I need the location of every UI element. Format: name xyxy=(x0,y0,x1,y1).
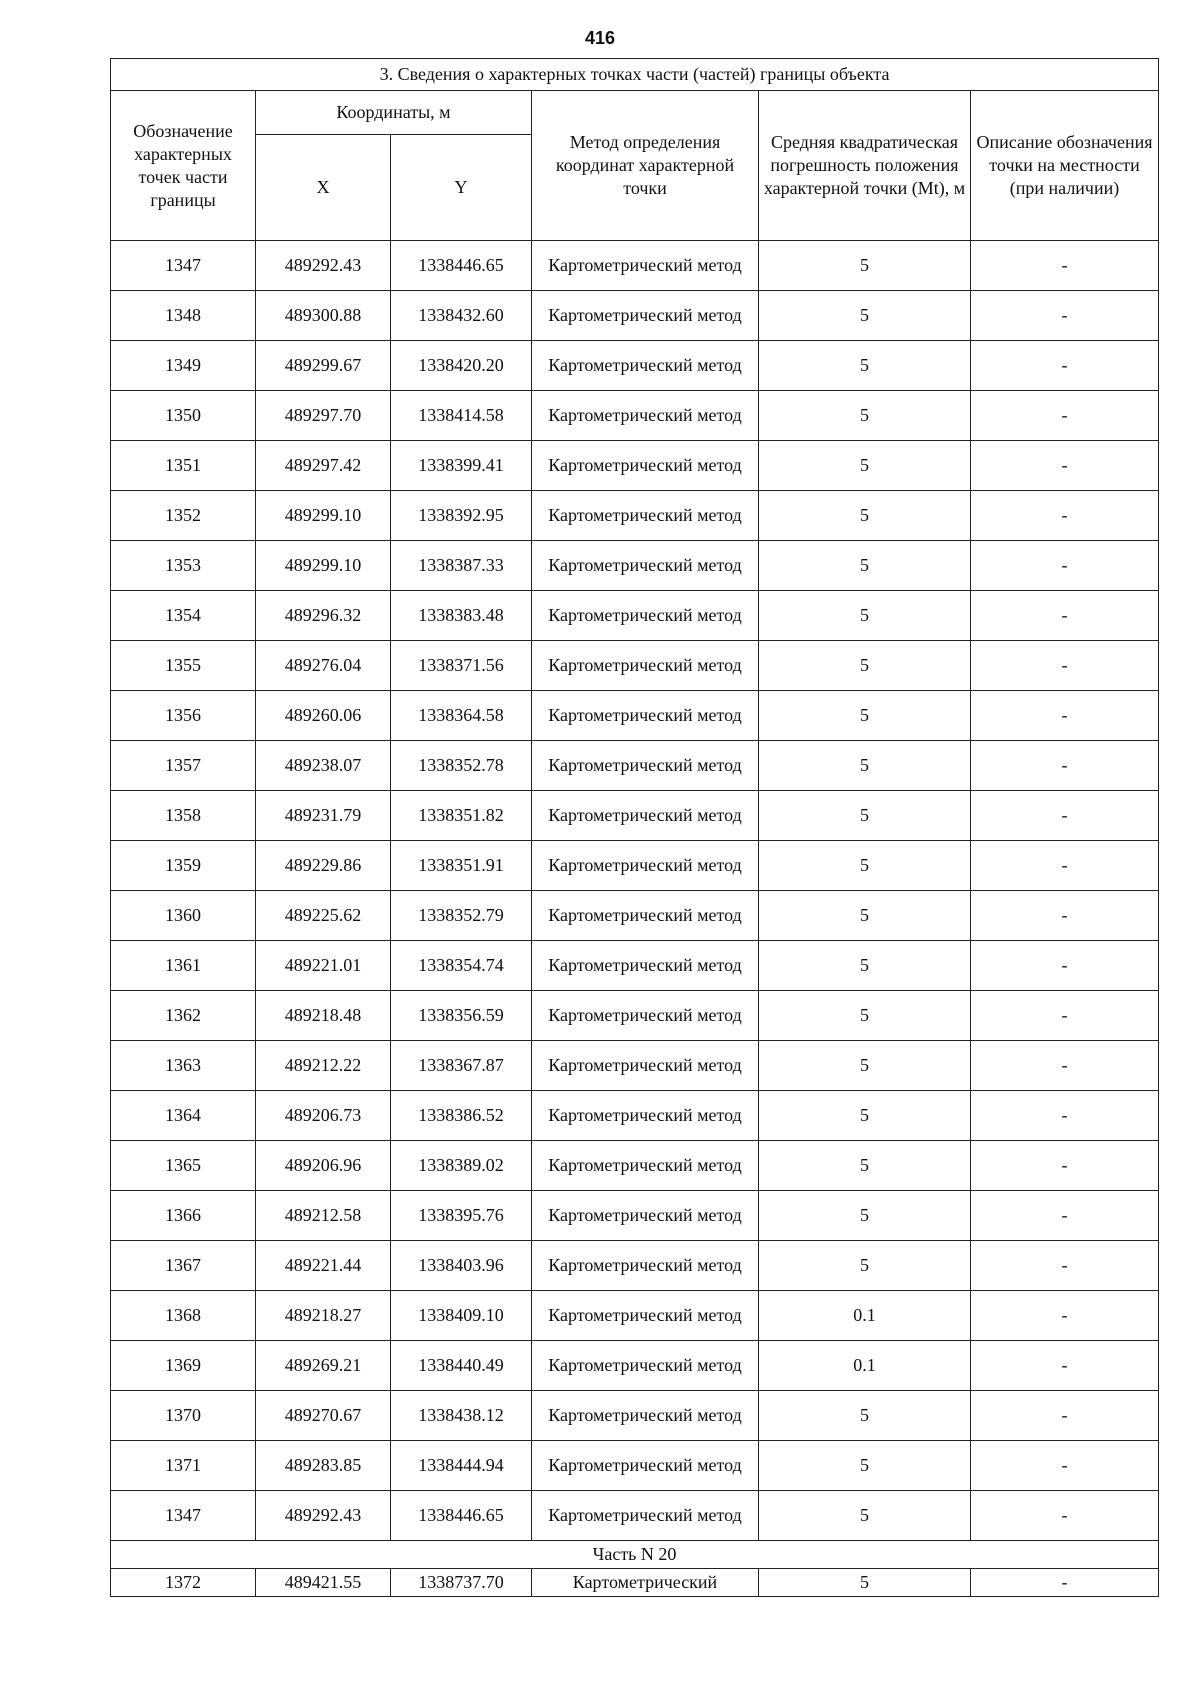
description-cell: - xyxy=(971,941,1159,991)
method-cell: Картометрический метод xyxy=(532,1391,759,1441)
point-id-cell: 1362 xyxy=(111,991,256,1041)
table-row xyxy=(111,1141,1159,1191)
y-coordinate-cell: 1338364.58 xyxy=(391,691,532,741)
point-id-cell: 1348 xyxy=(111,291,256,341)
y-coordinate-cell: 1338403.96 xyxy=(391,1241,532,1291)
accuracy-cell: 5 xyxy=(759,641,971,691)
method-cell: Картометрический метод xyxy=(532,1291,759,1341)
method-cell: Картометрический метод xyxy=(532,991,759,1041)
table-row xyxy=(111,241,1159,291)
method-cell: Картометрический метод xyxy=(532,1141,759,1191)
point-id-cell: 1366 xyxy=(111,1191,256,1241)
accuracy-cell: 5 xyxy=(759,441,971,491)
y-coordinate-cell: 1338389.02 xyxy=(391,1141,532,1191)
y-coordinate-cell: 1338367.87 xyxy=(391,1041,532,1091)
header-coordinates: Координаты, м xyxy=(256,91,532,135)
header-accuracy: Средняя квадратическая погрешность положения характерной точки (Mt), м xyxy=(759,91,971,241)
accuracy-cell: 5 xyxy=(759,841,971,891)
x-coordinate-cell: 489238.07 xyxy=(256,741,391,791)
table-row xyxy=(111,841,1159,891)
table-row xyxy=(111,291,1159,341)
y-coordinate-cell: 1338383.48 xyxy=(391,591,532,641)
point-id-cell: 1370 xyxy=(111,1391,256,1441)
x-coordinate-cell: 489276.04 xyxy=(256,641,391,691)
x-coordinate-cell: 489299.10 xyxy=(256,491,391,541)
description-cell: - xyxy=(971,1041,1159,1091)
y-coordinate-cell: 1338737.70 xyxy=(391,1569,532,1597)
y-coordinate-cell: 1338395.76 xyxy=(391,1191,532,1241)
table-row xyxy=(111,791,1159,841)
method-cell: Картометрический метод xyxy=(532,941,759,991)
description-cell: - xyxy=(971,1491,1159,1541)
description-cell: - xyxy=(971,641,1159,691)
point-id-cell: 1369 xyxy=(111,1341,256,1391)
method-cell: Картометрический метод xyxy=(532,1041,759,1091)
boundary-points-table xyxy=(110,58,1159,1597)
table-row xyxy=(111,1569,1159,1597)
table-body xyxy=(111,241,1159,1597)
x-coordinate-cell: 489297.42 xyxy=(256,441,391,491)
description-cell: - xyxy=(971,991,1159,1041)
description-cell: - xyxy=(971,741,1159,791)
y-coordinate-cell: 1338399.41 xyxy=(391,441,532,491)
y-coordinate-cell: 1338444.94 xyxy=(391,1441,532,1491)
table-row xyxy=(111,1091,1159,1141)
x-coordinate-cell: 489292.43 xyxy=(256,1491,391,1541)
accuracy-cell: 5 xyxy=(759,1091,971,1141)
point-id-cell: 1371 xyxy=(111,1441,256,1491)
accuracy-cell: 5 xyxy=(759,1491,971,1541)
description-cell: - xyxy=(971,891,1159,941)
description-cell: - xyxy=(971,341,1159,391)
method-cell: Картометрический метод xyxy=(532,441,759,491)
table-row xyxy=(111,1241,1159,1291)
method-cell: Картометрический метод xyxy=(532,1441,759,1491)
x-coordinate-cell: 489212.58 xyxy=(256,1191,391,1241)
y-coordinate-cell: 1338414.58 xyxy=(391,391,532,441)
description-cell: - xyxy=(971,1391,1159,1441)
description-cell: - xyxy=(971,441,1159,491)
table-row xyxy=(111,491,1159,541)
accuracy-cell: 5 xyxy=(759,991,971,1041)
accuracy-cell: 0.1 xyxy=(759,1341,971,1391)
y-coordinate-cell: 1338387.33 xyxy=(391,541,532,591)
accuracy-cell: 5 xyxy=(759,541,971,591)
accuracy-cell: 5 xyxy=(759,691,971,741)
method-cell: Картометрический метод xyxy=(532,391,759,441)
part-label: Часть N 20 xyxy=(111,1541,1159,1569)
accuracy-cell: 5 xyxy=(759,1441,971,1491)
header-x: X xyxy=(256,135,391,241)
point-id-cell: 1351 xyxy=(111,441,256,491)
point-id-cell: 1350 xyxy=(111,391,256,441)
table-row xyxy=(111,691,1159,741)
table-row xyxy=(111,591,1159,641)
header-designation: Обозначение характерных точек части границы xyxy=(111,91,256,241)
description-cell: - xyxy=(971,1341,1159,1391)
table-row xyxy=(111,341,1159,391)
table-row xyxy=(111,991,1159,1041)
accuracy-cell: 5 xyxy=(759,1241,971,1291)
table-row xyxy=(111,1291,1159,1341)
y-coordinate-cell: 1338352.79 xyxy=(391,891,532,941)
header-y: Y xyxy=(391,135,532,241)
y-coordinate-cell: 1338409.10 xyxy=(391,1291,532,1341)
description-cell: - xyxy=(971,1291,1159,1341)
point-id-cell: 1353 xyxy=(111,541,256,591)
page-number: 416 xyxy=(584,28,616,48)
method-cell: Картометрический метод xyxy=(532,1241,759,1291)
accuracy-cell: 5 xyxy=(759,591,971,641)
description-cell: - xyxy=(971,1241,1159,1291)
method-cell: Картометрический метод xyxy=(532,1341,759,1391)
table-row xyxy=(111,741,1159,791)
x-coordinate-cell: 489212.22 xyxy=(256,1041,391,1091)
point-id-cell: 1364 xyxy=(111,1091,256,1141)
x-coordinate-cell: 489292.43 xyxy=(256,241,391,291)
table-row xyxy=(111,891,1159,941)
x-coordinate-cell: 489299.10 xyxy=(256,541,391,591)
x-coordinate-cell: 489221.44 xyxy=(256,1241,391,1291)
method-cell: Картометрический метод xyxy=(532,491,759,541)
table-row xyxy=(111,441,1159,491)
description-cell: - xyxy=(971,1569,1159,1597)
part-header-row xyxy=(111,1541,1159,1569)
point-id-cell: 1347 xyxy=(111,241,256,291)
table-row xyxy=(111,1341,1159,1391)
y-coordinate-cell: 1338440.49 xyxy=(391,1341,532,1391)
description-cell: - xyxy=(971,291,1159,341)
y-coordinate-cell: 1338351.82 xyxy=(391,791,532,841)
point-id-cell: 1357 xyxy=(111,741,256,791)
table-row xyxy=(111,1491,1159,1541)
table-row xyxy=(111,941,1159,991)
point-id-cell: 1360 xyxy=(111,891,256,941)
y-coordinate-cell: 1338386.52 xyxy=(391,1091,532,1141)
accuracy-cell: 5 xyxy=(759,391,971,441)
accuracy-cell: 5 xyxy=(759,941,971,991)
point-id-cell: 1349 xyxy=(111,341,256,391)
accuracy-cell: 5 xyxy=(759,291,971,341)
method-cell: Картометрический метод xyxy=(532,891,759,941)
x-coordinate-cell: 489206.96 xyxy=(256,1141,391,1191)
method-cell: Картометрический метод xyxy=(532,1091,759,1141)
description-cell: - xyxy=(971,491,1159,541)
x-coordinate-cell: 489270.67 xyxy=(256,1391,391,1441)
description-cell: - xyxy=(971,791,1159,841)
method-cell: Картометрический метод xyxy=(532,791,759,841)
method-cell: Картометрический метод xyxy=(532,541,759,591)
header-method: Метод определения координат характерной точки xyxy=(532,91,759,241)
point-id-cell: 1359 xyxy=(111,841,256,891)
x-coordinate-cell: 489260.06 xyxy=(256,691,391,741)
point-id-cell: 1365 xyxy=(111,1141,256,1191)
table-row xyxy=(111,641,1159,691)
accuracy-cell: 5 xyxy=(759,741,971,791)
point-id-cell: 1352 xyxy=(111,491,256,541)
section-title: 3. Сведения о характерных точках части (частей) границы объекта xyxy=(111,59,1159,91)
accuracy-cell: 5 xyxy=(759,891,971,941)
accuracy-cell: 5 xyxy=(759,1391,971,1441)
description-cell: - xyxy=(971,691,1159,741)
x-coordinate-cell: 489221.01 xyxy=(256,941,391,991)
x-coordinate-cell: 489296.32 xyxy=(256,591,391,641)
method-cell: Картометрический метод xyxy=(532,291,759,341)
point-id-cell: 1358 xyxy=(111,791,256,841)
x-coordinate-cell: 489283.85 xyxy=(256,1441,391,1491)
accuracy-cell: 5 xyxy=(759,241,971,291)
method-cell: Картометрический xyxy=(532,1569,759,1597)
accuracy-cell: 0.1 xyxy=(759,1291,971,1341)
point-id-cell: 1367 xyxy=(111,1241,256,1291)
y-coordinate-cell: 1338438.12 xyxy=(391,1391,532,1441)
description-cell: - xyxy=(971,1441,1159,1491)
point-id-cell: 1356 xyxy=(111,691,256,741)
method-cell: Картометрический метод xyxy=(532,241,759,291)
description-cell: - xyxy=(971,1141,1159,1191)
point-id-cell: 1354 xyxy=(111,591,256,641)
point-id-cell: 1355 xyxy=(111,641,256,691)
table-row xyxy=(111,1191,1159,1241)
y-coordinate-cell: 1338446.65 xyxy=(391,1491,532,1541)
y-coordinate-cell: 1338352.78 xyxy=(391,741,532,791)
y-coordinate-cell: 1338354.74 xyxy=(391,941,532,991)
y-coordinate-cell: 1338432.60 xyxy=(391,291,532,341)
table-row xyxy=(111,1441,1159,1491)
method-cell: Картометрический метод xyxy=(532,341,759,391)
point-id-cell: 1361 xyxy=(111,941,256,991)
accuracy-cell: 5 xyxy=(759,1191,971,1241)
point-id-cell: 1363 xyxy=(111,1041,256,1091)
x-coordinate-cell: 489269.21 xyxy=(256,1341,391,1391)
x-coordinate-cell: 489299.67 xyxy=(256,341,391,391)
description-cell: - xyxy=(971,541,1159,591)
method-cell: Картометрический метод xyxy=(532,1191,759,1241)
accuracy-cell: 5 xyxy=(759,791,971,841)
accuracy-cell: 5 xyxy=(759,1569,971,1597)
x-coordinate-cell: 489229.86 xyxy=(256,841,391,891)
point-id-cell: 1347 xyxy=(111,1491,256,1541)
table-row xyxy=(111,1391,1159,1441)
y-coordinate-cell: 1338420.20 xyxy=(391,341,532,391)
y-coordinate-cell: 1338351.91 xyxy=(391,841,532,891)
x-coordinate-cell: 489218.48 xyxy=(256,991,391,1041)
x-coordinate-cell: 489300.88 xyxy=(256,291,391,341)
method-cell: Картометрический метод xyxy=(532,741,759,791)
x-coordinate-cell: 489297.70 xyxy=(256,391,391,441)
accuracy-cell: 5 xyxy=(759,1041,971,1091)
accuracy-cell: 5 xyxy=(759,341,971,391)
method-cell: Картометрический метод xyxy=(532,641,759,691)
method-cell: Картометрический метод xyxy=(532,691,759,741)
description-cell: - xyxy=(971,591,1159,641)
method-cell: Картометрический метод xyxy=(532,841,759,891)
y-coordinate-cell: 1338392.95 xyxy=(391,491,532,541)
method-cell: Картометрический метод xyxy=(532,1491,759,1541)
x-coordinate-cell: 489231.79 xyxy=(256,791,391,841)
x-coordinate-cell: 489218.27 xyxy=(256,1291,391,1341)
description-cell: - xyxy=(971,841,1159,891)
y-coordinate-cell: 1338371.56 xyxy=(391,641,532,691)
table-row xyxy=(111,541,1159,591)
header-description: Описание обозначения точки на местности (при наличии) xyxy=(971,91,1159,241)
point-id-cell: 1368 xyxy=(111,1291,256,1341)
method-cell: Картометрический метод xyxy=(532,591,759,641)
accuracy-cell: 5 xyxy=(759,491,971,541)
table-row xyxy=(111,391,1159,441)
y-coordinate-cell: 1338356.59 xyxy=(391,991,532,1041)
x-coordinate-cell: 489421.55 xyxy=(256,1569,391,1597)
x-coordinate-cell: 489225.62 xyxy=(256,891,391,941)
y-coordinate-cell: 1338446.65 xyxy=(391,241,532,291)
point-id-cell: 1372 xyxy=(111,1569,256,1597)
description-cell: - xyxy=(971,391,1159,441)
table-row xyxy=(111,1041,1159,1091)
description-cell: - xyxy=(971,1191,1159,1241)
description-cell: - xyxy=(971,1091,1159,1141)
x-coordinate-cell: 489206.73 xyxy=(256,1091,391,1141)
description-cell: - xyxy=(971,241,1159,291)
accuracy-cell: 5 xyxy=(759,1141,971,1191)
